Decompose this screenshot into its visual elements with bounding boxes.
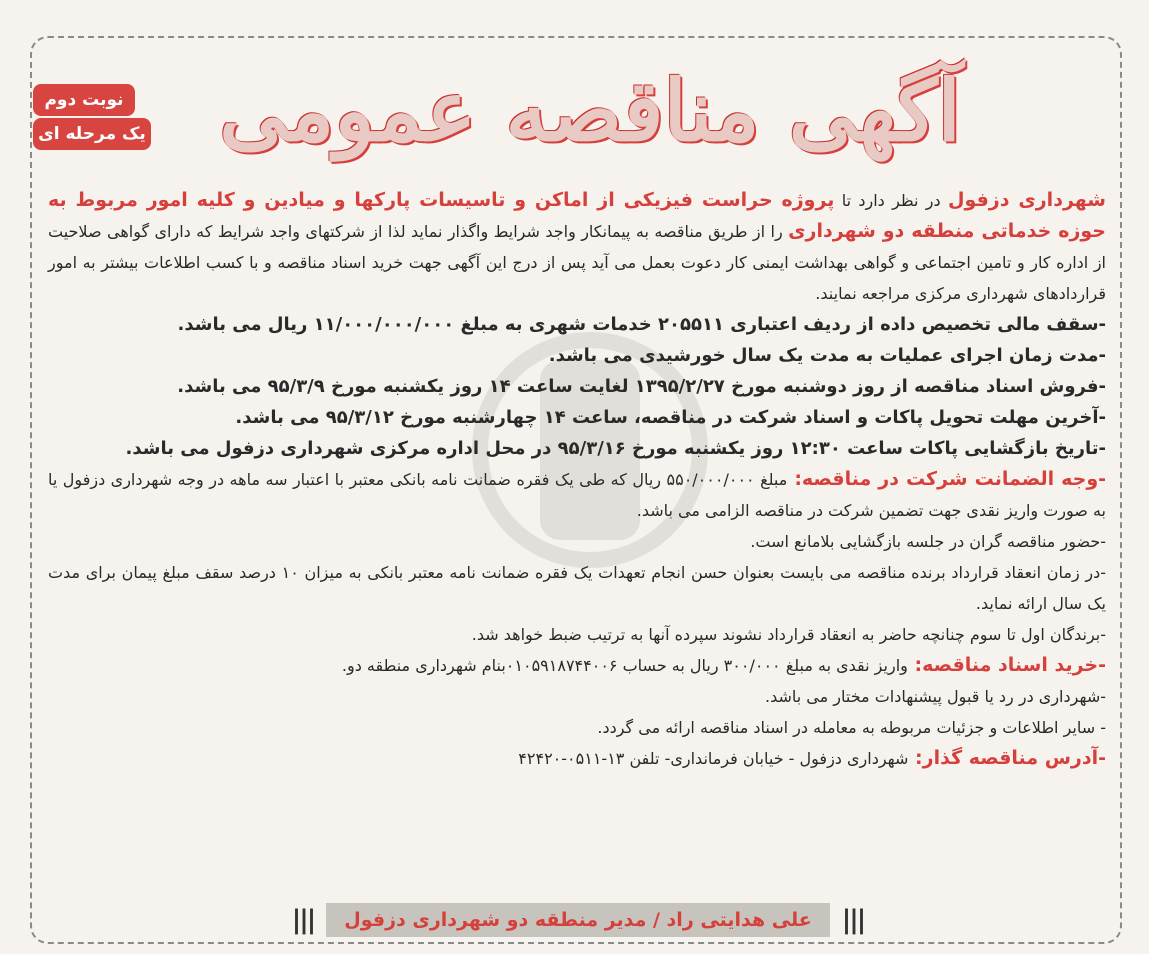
note-attendance: -حضور مناقصه گران در جلسه بازگشایی بلامانع است. [750,532,1106,551]
item-deadline: -آخرین مهلت تحویل پاکات و اسناد شرکت در مناقصه، ساعت ۱۴ چهارشنبه مورخ ۹۵/۳/۱۲ می باشد. [235,407,1106,428]
item-budget: -سقف مالی تخصیص داده از ردیف اعتباری ۲۰۵۵۱۱ خدمات شهری به مبلغ ۱۱/۰۰۰/۰۰۰/۰۰۰ ریال می باشد. [177,314,1106,335]
note-rejection: -شهرداری در رد یا قبول پیشنهادات مختار می باشد. [764,687,1106,706]
item-sale-dates: -فروش اسناد مناقصه از روز دوشنبه مورخ ۱۳۹۵/۲/۲۷ لغایت ساعت ۱۴ روز یکشنبه مورخ ۹۵/۳/۹ می باشد. [177,376,1106,397]
purchase-label: -خرید اسناد مناقصه: [907,654,1106,676]
item-duration: -مدت زمان اجرای عملیات به مدت یک سال خورشیدی می باشد. [548,345,1106,366]
project-name: پروژه حراست فیزیکی از اماکن و تاسیسات پارکها و میادین و کلیه امور مربوط به حوزه خدماتی منطقه دو شهرداری [48,189,1106,242]
page-title: آگهی مناقصه عمومی [219,61,961,160]
signature: علی هدایتی راد / مدیر منطقه دو شهرداری دزفول [326,903,829,937]
bars-left-icon: ||| [291,905,315,935]
intro-text-1: در نظر دارد تا [834,191,948,210]
address-label: -آدرس مناقصه گذار: [908,747,1106,769]
note-forfeit: -برندگان اول تا سوم چنانچه حاضر به انعقاد قرارداد نشوند سپرده آنها به ترتیب ضبط خواهد شد. [471,625,1106,644]
intro-paragraph [48,185,1106,309]
purchase-paragraph [48,650,1106,681]
stage-badge: یک مرحله ای [33,118,151,150]
round-badge: نوبت دوم [33,84,135,116]
address-text: شهرداری دزفول - خیابان فرمانداری- تلفن ۱۳-۰۵۱۱-۴۲۴۲۰ [518,749,909,768]
signature-footer [262,900,894,940]
address-paragraph [48,743,1106,774]
bars-right-icon: ||| [841,905,865,935]
purchase-text: واریز نقدی به مبلغ ۳۰۰/۰۰۰ ریال به حساب ۰۱۰۵۹۱۸۷۴۴۰۰۶بنام شهرداری منطقه دو. [341,656,908,675]
org-name: شهرداری دزفول [947,189,1106,211]
note-performance-bond: -در زمان انعقاد قرارداد برنده مناقصه می بایست بعنوان حسن انجام تعهدات یک فقره ضمانت نامه معتبر بانکی به میزان ۱۰ درصد سقف مبلغ پیمان برای مدت یک سال ارائه نماید. [48,563,1107,613]
guarantee-paragraph [48,464,1106,526]
announcement-body [48,185,1106,774]
guarantee-label: -وجه الضمانت شرکت در مناقصه: [787,468,1107,490]
note-details: - سایر اطلاعات و جزئیات مربوطه به معامله در اسناد مناقصه ارائه می گردد. [597,718,1106,737]
guarantee-text: مبلغ ۵۵۰/۰۰۰/۰۰۰ ریال که طی یک فقره ضمانت نامه بانکی معتبر با اعتبار سه ماهه در وجه شهرداری دزفول یا به صورت واریز نقدی جهت تضمین شرکت در مناقصه الزامی می باشد. [48,470,1106,520]
item-opening: -تاریخ بازگشایی پاکات ساعت ۱۲:۳۰ روز یکشنبه مورخ ۹۵/۳/۱۶ در محل اداره مرکزی شهرداری دزفول می باشد. [125,438,1106,459]
intro-text-2: را از طریق مناقصه به پیمانکار واجد شرایط واگذار نماید لذا از شرکتهای واجد شرایط که دارای گواهی صلاحیت از اداره کار و تامین اجتماعی و گواهی بهداشت ایمنی کار دعوت بعمل می آید پس از درج این آگهی جهت خرید اسناد مناقصه و با کسب اطلاعات بیشتر به امور قراردادهای شهرداری مرکزی مراجعه نمایند. [48,222,1106,303]
